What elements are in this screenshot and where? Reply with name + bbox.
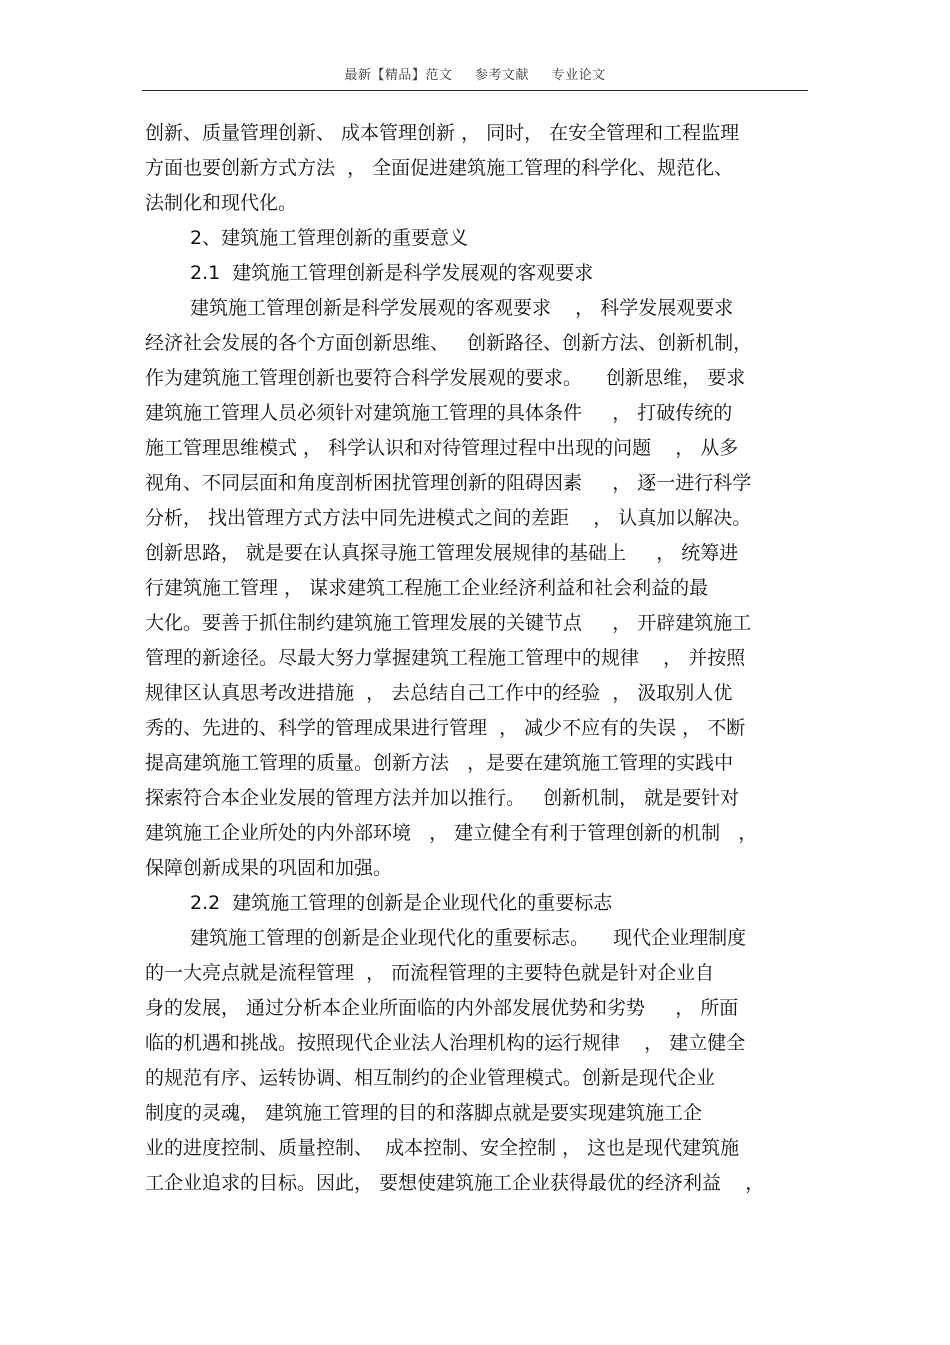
page-header	[0, 64, 950, 83]
body-line: 创新思路， 就是要在认真探寻施工管理发展规律的基础上 ， 统筹进	[145, 542, 739, 564]
body-line: 分析， 找出管理方式方法中同先进模式之间的差距 ， 认真加以解决。	[145, 507, 752, 529]
body-line: 大化。要善于抓住制约建筑施工管理发展的关键节点 ， 开辟建筑施工	[145, 612, 752, 634]
body-line: 施工管理思维模式 ， 科学认识和对待管理过程中出现的问题 ， 从多	[145, 437, 739, 459]
body-line: 创新、质量管理创新、 成本管理创新 ， 同时， 在安全管理和工程监理	[145, 122, 740, 144]
paragraph-start-line: 建筑施工管理的创新是企业现代化的重要标志。 现代企业理制度	[190, 927, 747, 949]
body-line: 探索符合本企业发展的管理方法并加以推行。 创新机制， 就是要针对	[145, 787, 740, 809]
body-line: 规律区认真思考改进措施 ， 去总结自己工作中的经验 ， 汲取别人优	[145, 682, 733, 704]
body-line: 提高建筑施工管理的质量。创新方法 ，是要在建筑施工管理的实践中	[145, 752, 734, 774]
header-divider	[142, 90, 808, 91]
body-line: 视角、不同层面和角度剖析困扰管理创新的阻碍因素 ， 逐一进行科学	[145, 472, 752, 494]
body-line: 建筑施工企业所处的内外部环境 ， 建立健全有利于管理创新的机制 ，	[145, 822, 758, 844]
subsection-heading: 2.2 建筑施工管理的创新是企业现代化的重要标志	[190, 892, 613, 914]
body-line: 身的发展， 通过分析本企业所面临的内外部发展优势和劣势 ， 所面	[145, 997, 739, 1019]
body-line: 秀的、先进的、科学的管理成果进行管理 ， 减少不应有的失误 ， 不断	[145, 717, 746, 739]
body-line: 保障创新成果的巩固和加强。	[145, 857, 393, 879]
section-heading: 2、建筑施工管理创新的重要意义	[190, 227, 469, 249]
body-line: 的规范有序、运转协调、相互制约的企业管理模式。创新是现代企业	[145, 1067, 716, 1089]
header-item-professional-paper: 专业论文	[551, 68, 606, 83]
body-line: 的一大亮点就是流程管理 ， 而流程管理的主要特色就是针对企业自	[145, 962, 715, 984]
body-line: 制度的灵魂， 建筑施工管理的目的和落脚点就是要实现建筑施工企	[145, 1102, 703, 1124]
body-line: 作为建筑施工管理创新也要符合科学发展观的要求。 创新思维， 要求	[145, 367, 746, 389]
document-body	[145, 116, 825, 1201]
body-line: 行建筑施工管理 ， 谋求建筑工程施工企业经济利益和社会利益的最	[145, 577, 709, 599]
header-item-latest-fine: 最新【精品】范文	[344, 68, 453, 83]
subsection-heading: 2.1 建筑施工管理创新是科学发展观的客观要求	[190, 262, 594, 284]
body-line: 建筑施工管理人员必须针对建筑施工管理的具体条件 ， 打破传统的	[145, 402, 733, 424]
header-item-references: 参考文献	[474, 68, 529, 83]
body-line: 方面也要创新方式方法 ， 全面促进建筑施工管理的科学化、规范化、	[145, 157, 734, 179]
body-line: 经济社会发展的各个方面创新思维、 创新路径、创新方法、创新机制，	[145, 332, 753, 354]
body-line: 法制化和现代化。	[145, 192, 298, 214]
body-line: 工企业追求的目标。因此， 要想使建筑施工企业获得最优的经济利益 ，	[145, 1172, 765, 1194]
paragraph-start-line: 建筑施工管理创新是科学发展观的客观要求 ， 科学发展观要求	[190, 297, 734, 319]
body-line: 临的机遇和挑战。按照现代企业法人治理机构的运行规律 ， 建立健全	[145, 1032, 746, 1054]
body-line: 业的进度控制、质量控制、 成本控制、安全控制 ， 这也是现代建筑施	[145, 1137, 740, 1159]
body-line: 管理的新途径。尽最大努力掌握建筑工程施工管理中的规律 ， 并按照	[145, 647, 746, 669]
